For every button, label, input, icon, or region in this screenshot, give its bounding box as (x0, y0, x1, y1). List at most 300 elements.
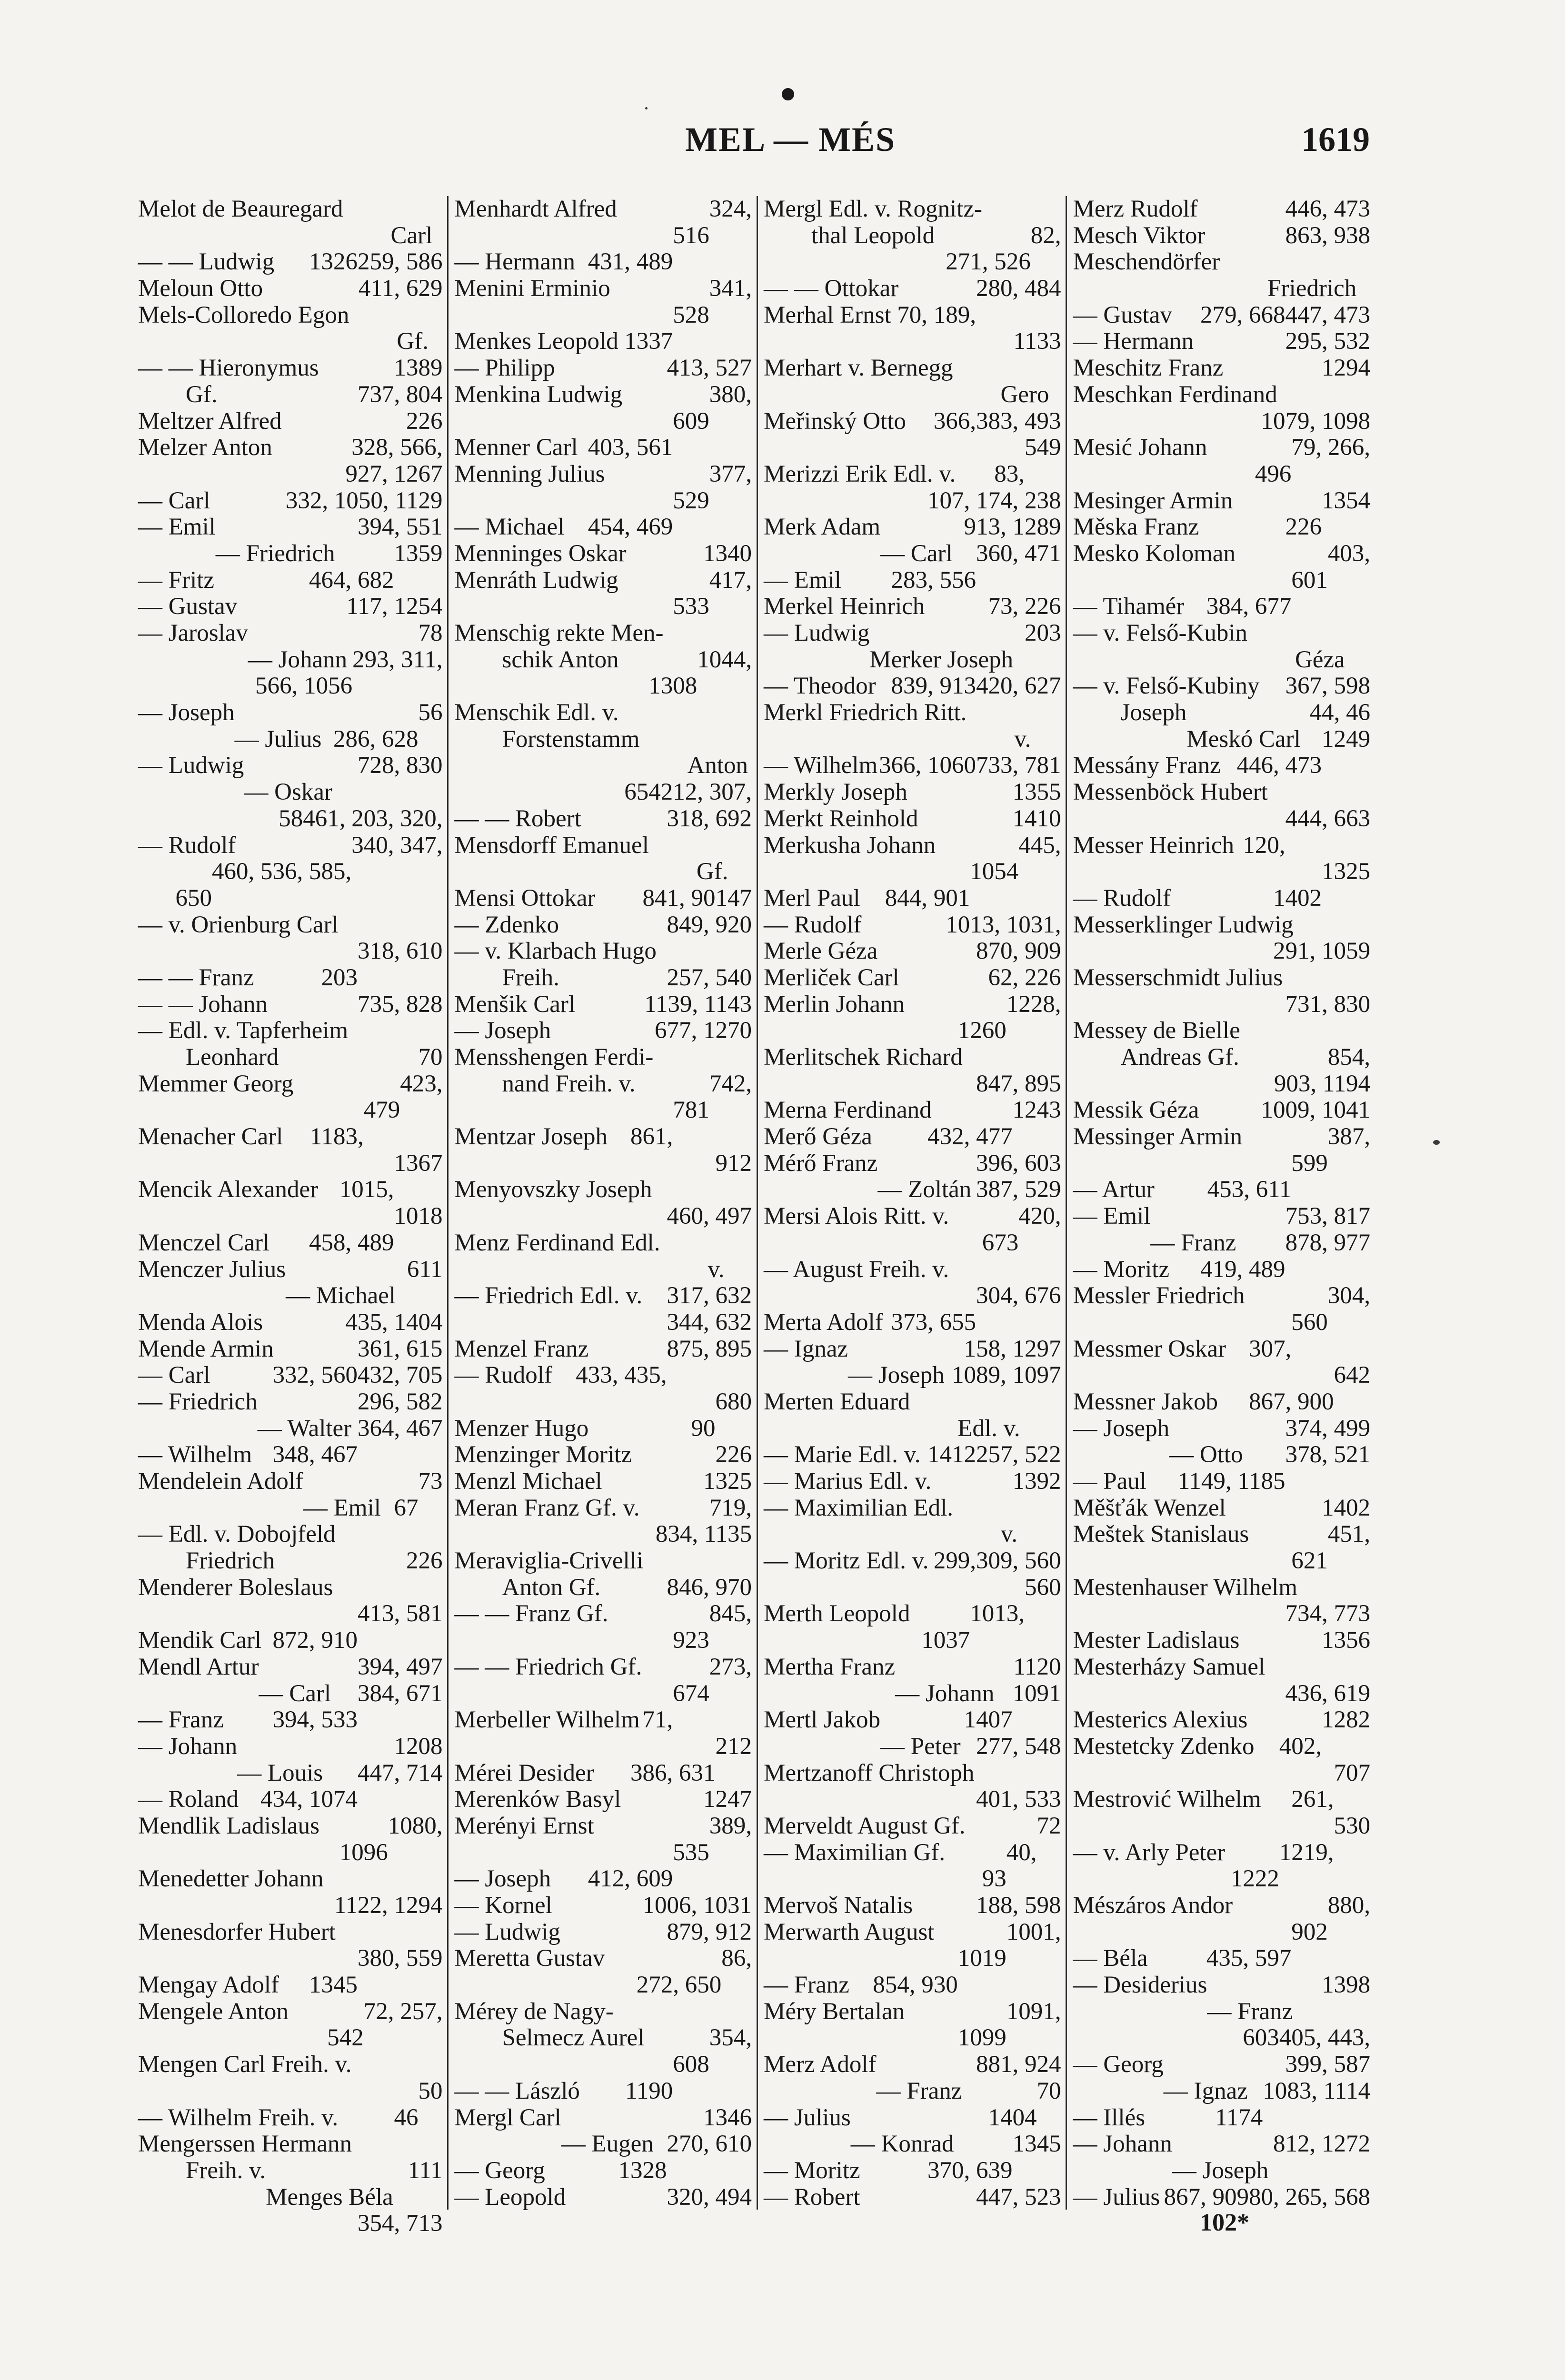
index-entry (764, 1654, 1061, 1681)
index-entry (1073, 1018, 1370, 1044)
entry-name: Měšťák Wenzel (1073, 1494, 1226, 1521)
index-entry (138, 1495, 442, 1522)
entry-pages: 56 (418, 699, 443, 726)
index-entry (454, 1389, 752, 1416)
entry-pages: 673 (982, 1229, 1019, 1256)
entry-name: Meraviglia-Crivelli (454, 1547, 644, 1575)
index-entry (454, 488, 752, 515)
entry-pages: 83, (994, 460, 1025, 487)
entry-pages: 44, 46 (1309, 699, 1370, 726)
entry-pages: 432, 477 (927, 1123, 1013, 1150)
entry-pages: 1099 (957, 2024, 1007, 2052)
index-entry (138, 1257, 442, 1283)
entry-name: — v. Felső-Kubiny (1073, 673, 1260, 700)
entry-name: — — Ludwig (138, 248, 275, 276)
entry-name: Meltzer Alfred (138, 407, 282, 435)
index-entry (1073, 1919, 1370, 1946)
entry-pages: 188, 598 (976, 1892, 1061, 1919)
entry-pages: 374, 499 (1285, 1415, 1370, 1442)
entry-pages: 863, 938 (1285, 222, 1370, 249)
index-entry (764, 1362, 1061, 1389)
entry-pages: 1183, (309, 1123, 364, 1150)
entry-name: — Rudolf (1073, 884, 1171, 912)
entry-name: Merkel Heinrich (763, 593, 925, 620)
index-entry (454, 1521, 752, 1548)
index-entry (1073, 249, 1370, 276)
entry-pages: 341, (709, 275, 752, 302)
entry-pages: 373, 655 (891, 1309, 976, 1336)
index-entry (764, 1230, 1061, 1257)
entry-pages: 283, 556 (891, 566, 976, 594)
margin-speck (645, 107, 648, 109)
entry-pages: 599 (1291, 1150, 1328, 1177)
entry-name: Merenków Basyl (454, 1786, 621, 1813)
entry-name: — — Friedrich Gf. (454, 1653, 642, 1680)
entry-name: — Robert (763, 2183, 860, 2211)
index-entry (454, 1999, 752, 2025)
entry-name: Menesdorfer Hubert (138, 1918, 336, 1945)
entry-name: Mestrović Wilhelm (1073, 1786, 1261, 1813)
index-entry (1073, 1442, 1370, 1468)
entry-name: Měska Franz (1073, 514, 1199, 541)
index-entry (764, 885, 1061, 912)
index-entry (1073, 1893, 1370, 1919)
entry-pages: 277, 548 (976, 1733, 1061, 1760)
entry-pages: 1190 (625, 2077, 673, 2104)
index-entry (138, 302, 442, 329)
entry-pages: 1037 (921, 1627, 970, 1654)
entry-pages: 650 (175, 884, 212, 912)
index-entry (138, 1548, 442, 1575)
index-entry (1073, 1230, 1370, 1257)
entry-pages: 70 (1037, 2077, 1061, 2104)
entry-pages: 70, 189, (897, 301, 976, 328)
entry-pages: 309, 560 (976, 1547, 1061, 1575)
entry-name: — Gustav (1073, 301, 1172, 328)
running-head: MEL — MÉS (685, 120, 896, 159)
entry-pages: 875, 895 (667, 1335, 752, 1362)
index-entry (764, 833, 1061, 859)
index-entry (764, 938, 1061, 965)
index-entry (454, 885, 752, 912)
index-entry (454, 1097, 752, 1124)
entry-name: Memmer Georg (138, 1070, 294, 1097)
entry-pages: 257, 522 (976, 1441, 1061, 1468)
entry-pages: 259, 586 (357, 248, 443, 276)
entry-pages: 82, (1030, 222, 1061, 249)
entry-pages: 719, (709, 1494, 752, 1521)
entry-pages: 396, 603 (976, 1150, 1061, 1177)
entry-name: — Maximilian Edl. (763, 1494, 954, 1521)
entry-pages: 1133 (1013, 328, 1061, 355)
entry-name: Mertl Jakob (763, 1706, 881, 1734)
index-entry (764, 1097, 1061, 1124)
entry-pages: 533 (673, 593, 709, 620)
index-entry (138, 594, 442, 620)
entry-name: Menzel Franz (454, 1335, 589, 1362)
entry-pages: 280, 484 (976, 275, 1061, 302)
entry-name: — — Ottokar (763, 275, 899, 302)
column-2 (447, 196, 757, 2210)
index-entry (454, 594, 752, 620)
entry-name: Mesko Koloman (1073, 540, 1236, 567)
entry-pages: 366, 1060 (878, 752, 976, 779)
entry-pages: 1354 (1321, 487, 1370, 514)
entry-pages: 1404 (988, 2104, 1037, 2131)
index-entry (764, 1044, 1061, 1071)
entry-name: Merő Géza (763, 1123, 872, 1150)
entry-name: Messmer Oskar (1073, 1335, 1226, 1362)
index-entry (454, 302, 752, 329)
entry-pages: 348, 467 (272, 1441, 358, 1468)
entry-pages: 394, 497 (357, 1653, 443, 1680)
index-entry (1073, 859, 1370, 885)
entry-name: — v. Orienburg Carl (138, 911, 339, 938)
entry-name: Merhart v. Bernegg (763, 355, 953, 382)
entry-name: — Béla (1073, 1945, 1148, 1972)
index-entry (1073, 1071, 1370, 1098)
index-entry (138, 1044, 442, 1071)
index-entry (764, 2184, 1061, 2211)
entry-pages: 451, (1327, 1521, 1370, 1548)
entry-pages: 733, 781 (976, 752, 1061, 779)
entry-pages: 601 (1291, 566, 1328, 594)
entry-name: Meštek Stanislaus (1073, 1521, 1249, 1548)
entry-name: — Franz (138, 1706, 224, 1734)
entry-pages: 753, 817 (1285, 1203, 1370, 1230)
index-entry (454, 620, 752, 647)
entry-pages: 413, 581 (357, 1600, 443, 1627)
entry-pages: 212 (715, 1733, 752, 1760)
entry-pages: 839, 913 (891, 673, 976, 700)
entry-pages: 413, 527 (667, 355, 752, 382)
index-entry (454, 355, 752, 382)
entry-name: — Theodor (763, 673, 876, 700)
entry-pages: 291, 1059 (1273, 938, 1370, 965)
index-entry (764, 488, 1061, 515)
entry-pages: 120, (1243, 832, 1286, 859)
entry-pages: 405, 443, (1279, 2024, 1370, 2052)
index-entry (138, 1150, 442, 1177)
entry-name: — Franz (876, 2077, 962, 2104)
entry-pages: 902 (1291, 1918, 1328, 1945)
entry-name: — Edl. v. Dobojfeld (138, 1521, 336, 1548)
entry-name: — Ignaz (763, 1335, 848, 1362)
entry-name: — v. Felső-Kubin (1073, 620, 1247, 647)
entry-pages: 304, 676 (976, 1282, 1061, 1309)
index-entry (764, 1866, 1061, 1893)
entry-name: — Georg (1073, 2051, 1164, 2078)
index-entry (138, 912, 442, 939)
entry-name: Menkes Leopold (454, 328, 618, 355)
index-entry (1073, 992, 1370, 1018)
entry-pages: 880, (1327, 1892, 1370, 1919)
index-entry (454, 1495, 752, 1522)
index-entry (764, 1257, 1061, 1283)
index-entry (138, 1071, 442, 1098)
index-entry (454, 1044, 752, 1071)
entry-pages: 460, 536, 585, (211, 858, 352, 885)
entry-pages: 1089, 1097 (951, 1362, 1061, 1389)
entry-name: Mengele Anton (138, 1998, 289, 2025)
entry-pages: 453, 611 (1207, 1176, 1292, 1203)
entry-name: — Emil (138, 514, 216, 541)
entry-name: — Ludwig (454, 1918, 560, 1945)
entry-name: Mendlik Ladislaus (138, 1812, 320, 1839)
index-entry (1073, 779, 1370, 806)
index-entry (138, 2131, 442, 2158)
entry-name: Meran Franz Gf. v. (454, 1494, 640, 1521)
entry-name: — Desiderius (1073, 1972, 1207, 1999)
entry-name: — Joseph (138, 699, 235, 726)
entry-pages: 1325 (1321, 858, 1370, 885)
entry-pages: 1054 (970, 858, 1019, 885)
index-entry (454, 965, 752, 992)
entry-name: — Carl (880, 540, 953, 567)
entry-pages: 50 (418, 2077, 443, 2104)
entry-pages: 111 (408, 2157, 443, 2184)
entry-name: — — Franz (138, 964, 254, 991)
entry-name: — Jaroslav (138, 620, 248, 647)
index-entry (764, 223, 1061, 249)
index-entry (764, 2131, 1061, 2158)
index-entry (1073, 1124, 1370, 1150)
entry-name: — Oskar (244, 779, 332, 806)
index-entry (764, 700, 1061, 726)
entry-name: Mendelein Adolf (138, 1468, 304, 1495)
entry-name: — Rudolf (763, 911, 862, 938)
index-entry (454, 1416, 752, 1442)
index-entry (1073, 965, 1370, 992)
index-entry (138, 1230, 442, 1257)
entry-pages: 674 (673, 1680, 709, 1707)
index-entry (764, 1893, 1061, 1919)
entry-pages: 1355 (1012, 779, 1061, 806)
index-entry (1073, 1813, 1370, 1840)
entry-name: — Rudolf (454, 1362, 552, 1389)
index-entry (454, 912, 752, 939)
entry-pages: 78 (418, 620, 443, 647)
entry-pages: 367, 598 (1285, 673, 1370, 700)
entry-name: Mels-Colloredo Egon (138, 301, 349, 328)
entry-name: Meskó Carl (1186, 725, 1301, 753)
index-entry (764, 514, 1061, 541)
entry-pages: 549 (1024, 434, 1061, 461)
index-entry (454, 1124, 752, 1150)
index-entry (138, 700, 442, 726)
entry-pages: 854, 930 (873, 1972, 958, 1999)
entry-pages: 79, 266, (1291, 434, 1370, 461)
entry-name: Menschig rekte Men- (454, 620, 664, 646)
entry-name: Merkt Reinhold (763, 805, 918, 832)
entry-pages: 203 (321, 964, 358, 991)
entry-name: — Joseph (1073, 1415, 1170, 1442)
index-entry (454, 2025, 752, 2052)
entry-name: Meloun Otto (138, 275, 263, 302)
entry-pages: 403, (1327, 540, 1370, 567)
entry-name: Menšik Carl (454, 991, 576, 1018)
entry-pages: 1083, 1114 (1263, 2077, 1370, 2104)
entry-pages: 286, 628 (333, 725, 419, 753)
entry-pages: 1392 (1012, 1468, 1061, 1495)
entry-name: Friedrich (186, 1547, 275, 1575)
entry-name: — Leopold (454, 2183, 566, 2211)
index-entry (1073, 1257, 1370, 1283)
entry-name: — Edl. v. Tapferheim (138, 1017, 349, 1044)
index-entry (454, 806, 752, 833)
entry-name: Merhal Ernst (763, 301, 891, 328)
entry-name: Freih. v. (186, 2157, 266, 2184)
entry-name: — Illés (1073, 2104, 1146, 2131)
entry-pages: 360, 471 (976, 540, 1061, 567)
entry-name: — Walter (257, 1415, 352, 1442)
entry-name: — Johann (895, 1680, 995, 1707)
entry-name: Gf. (696, 858, 728, 885)
index-entry (764, 912, 1061, 939)
entry-pages: 1013, 1031, (946, 911, 1061, 938)
entry-name: — Julius (234, 725, 322, 753)
index-entry (454, 1654, 752, 1681)
entry-name: Merten Eduard (763, 1388, 910, 1415)
entry-name: Menacher Carl (138, 1123, 283, 1150)
entry-pages: 812, 1272 (1273, 2131, 1370, 2158)
entry-pages: 380, (709, 381, 752, 408)
entry-pages: 318, 610 (357, 938, 443, 965)
entry-name: — Gustav (138, 593, 238, 620)
index-entry (764, 1627, 1061, 1654)
entry-name: — Johann (138, 1733, 238, 1760)
index-entry (764, 1945, 1061, 1972)
index-entry (1073, 223, 1370, 249)
entry-pages: 927, 1267 (345, 460, 443, 487)
index-entry (764, 1919, 1061, 1946)
index-entry (454, 1786, 752, 1813)
entry-pages: 117, 1254 (346, 593, 443, 620)
entry-name: Melzer Anton (138, 434, 272, 461)
index-entry (764, 965, 1061, 992)
entry-name: Mester Ladislaus (1073, 1627, 1240, 1654)
entry-name: Merle Géza (763, 938, 878, 965)
index-entry (138, 2158, 442, 2184)
entry-pages: 1345 (1012, 2131, 1061, 2158)
entry-name: Meřinský Otto (763, 407, 906, 435)
entry-name: Menedetter Johann (138, 1865, 324, 1893)
index-entry (1073, 328, 1370, 355)
entry-pages: 412, 609 (588, 1865, 673, 1893)
index-entry (1073, 700, 1370, 726)
entry-pages: 431, 489 (588, 248, 673, 276)
entry-pages: 80, 265, 568 (1248, 2183, 1370, 2211)
index-entry (454, 1919, 752, 1946)
entry-name: — Konrad (850, 2131, 954, 2158)
entry-pages: 781 (673, 1097, 709, 1124)
index-entry (138, 1177, 442, 1203)
index-entry (1073, 1468, 1370, 1495)
index-entry (454, 2105, 752, 2132)
index-entry (138, 1124, 442, 1150)
index-entry (454, 1362, 752, 1389)
entry-pages: 654 (624, 779, 661, 806)
entry-pages: 279, 668 (1200, 301, 1286, 328)
index-entry (454, 992, 752, 1018)
entry-name: Gero (1000, 381, 1049, 408)
entry-name: — Carl (138, 487, 210, 514)
top-dot-mark (782, 88, 794, 100)
index-entry (764, 1813, 1061, 1840)
entry-name: Merth Leopold (763, 1600, 910, 1627)
entry-pages: 728, 830 (357, 752, 443, 779)
entry-pages: 479 (363, 1097, 400, 1124)
entry-pages: 67 (394, 1494, 419, 1521)
index-entry (138, 1575, 442, 1601)
entry-name: — Joseph (1172, 2157, 1269, 2184)
index-entry (454, 1866, 752, 1893)
entry-pages: 1091 (1012, 1680, 1061, 1707)
index-entry (454, 1813, 752, 1840)
entry-name: — — Johann (138, 991, 268, 1018)
index-entry (454, 567, 752, 594)
entry-pages: 1222 (1230, 1865, 1279, 1893)
index-entry (1073, 885, 1370, 912)
entry-name: Meschendörfer (1073, 248, 1220, 276)
index-entry (138, 541, 442, 567)
index-entry (764, 1495, 1061, 1522)
entry-name: Mendik Carl (138, 1627, 262, 1654)
entry-name: nand Freih. v. (502, 1070, 636, 1097)
entry-name: Mentzar Joseph (454, 1123, 608, 1150)
entry-pages: 394, 533 (272, 1706, 358, 1734)
index-entry (138, 965, 442, 992)
entry-pages: 1410 (1012, 805, 1061, 832)
entry-pages: 642 (1334, 1362, 1370, 1389)
entry-name: — — Franz Gf. (454, 1600, 608, 1627)
entry-pages: 293, 311, (352, 646, 443, 673)
index-entry (138, 488, 442, 515)
entry-pages: 849, 920 (667, 911, 752, 938)
entry-pages: 433, 435, (576, 1362, 667, 1389)
entry-name: Géza (1295, 646, 1345, 673)
entry-pages: 386, 631 (630, 1759, 716, 1786)
index-entry (1073, 408, 1370, 435)
entry-pages: 1013, (970, 1600, 1025, 1627)
entry-name: — Friedrich (215, 540, 335, 567)
entry-name: Menner Carl (454, 434, 578, 461)
index-entry (138, 1707, 442, 1734)
index-entry (454, 647, 752, 674)
entry-name: Merliček Carl (763, 964, 899, 991)
index-entry (764, 1283, 1061, 1309)
entry-name: Carl (390, 222, 433, 249)
index-entry (138, 2052, 442, 2078)
entry-name: — Artur (1073, 1176, 1155, 1203)
index-entry (454, 1336, 752, 1363)
index-entry (454, 196, 752, 223)
entry-name: Merlitschek Richard (763, 1044, 963, 1071)
entry-name: — Zoltán (877, 1176, 972, 1203)
entry-pages: 734, 773 (1285, 1600, 1370, 1627)
entry-name: Gf. (397, 328, 429, 355)
index-entry (1073, 1548, 1370, 1575)
entry-name: Menzl Michael (454, 1468, 602, 1495)
entry-pages: 861, (630, 1123, 673, 1150)
index-entry (764, 302, 1061, 329)
entry-pages: 1340 (703, 540, 752, 567)
entry-pages: 1249 (1321, 725, 1370, 753)
entry-pages: 226 (406, 407, 443, 435)
index-entry (454, 249, 752, 276)
entry-pages: 447, 473 (1285, 301, 1370, 328)
entry-pages: 872, 910 (272, 1627, 358, 1654)
